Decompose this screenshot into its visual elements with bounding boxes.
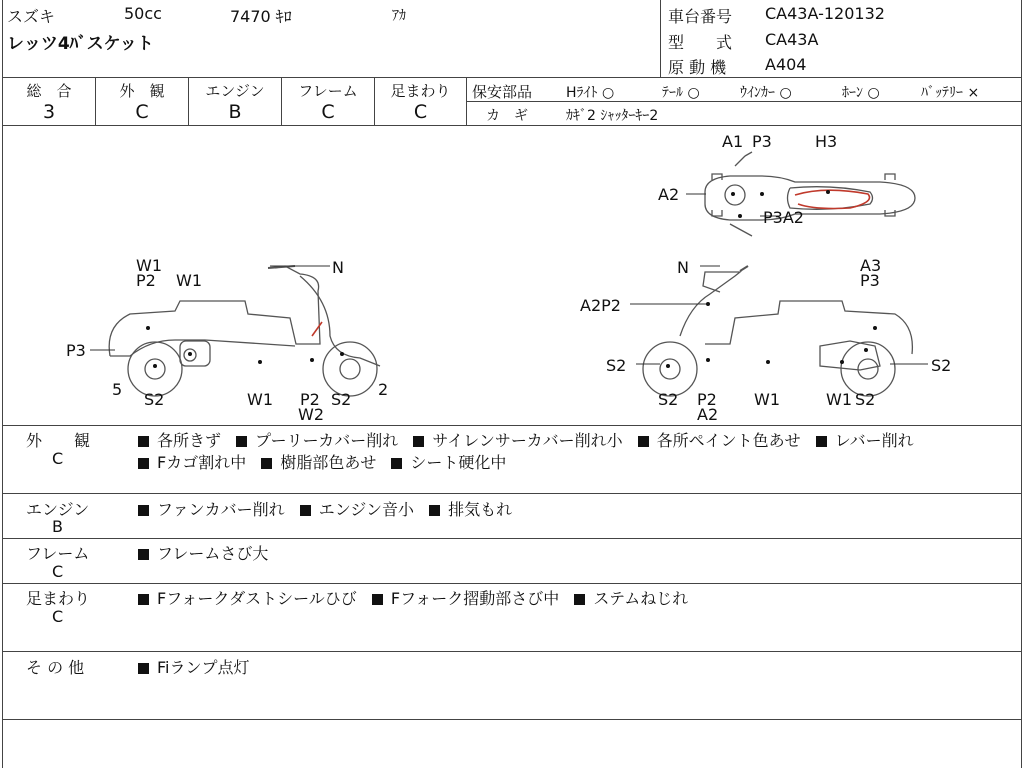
label-right-s2: S2 xyxy=(606,356,627,375)
label-right-n: N xyxy=(677,258,689,277)
bullet-icon xyxy=(816,436,827,447)
displacement: 50cc xyxy=(124,4,162,23)
frame-no-label: 車台番号 xyxy=(668,7,733,26)
label-left-p3: P3 xyxy=(66,341,86,360)
maker: スズキ xyxy=(7,7,56,26)
model-name: レッツ4ﾊﾞスケット xyxy=(7,34,154,54)
note-item: 排気もれ xyxy=(448,500,513,519)
divider-exterior xyxy=(2,493,1022,494)
divider-diagram xyxy=(2,425,1022,426)
section-suspension-label: 足まわり xyxy=(26,589,91,608)
bullet-icon xyxy=(638,436,649,447)
bullet-icon xyxy=(413,436,424,447)
frame-no: CA43A-120132 xyxy=(765,4,885,23)
note-item: Fiランプ点灯 xyxy=(157,658,250,677)
label-left-5: 5 xyxy=(112,380,123,399)
grade-exterior: C xyxy=(135,101,149,123)
engine-label: 原 動 機 xyxy=(668,58,727,77)
label-left-s2: S2 xyxy=(144,390,165,409)
note-item: 樹脂部色あせ xyxy=(280,453,377,472)
section-frame-grade: C xyxy=(52,562,64,581)
section-frame-label: フレーム xyxy=(26,544,90,563)
divider-engine xyxy=(2,538,1022,539)
type-value: CA43A xyxy=(765,30,819,49)
safety-horn: ﾎｰﾝ ○ xyxy=(842,85,880,101)
key-label: カ ギ xyxy=(486,108,528,124)
label-right-a2: A2 xyxy=(697,405,719,424)
grade-total-label: 総 合 xyxy=(26,82,72,100)
note-item: Fフォークダストシールひび xyxy=(157,589,357,608)
exterior-notes-line1 xyxy=(138,428,924,451)
damage-mark-top xyxy=(795,190,870,208)
label-left-n: N xyxy=(332,258,344,277)
label-left-w1b: W1 xyxy=(176,271,202,290)
label-right-a3: A3 xyxy=(860,256,882,275)
safety-winker: ｳｲﾝｶｰ ○ xyxy=(740,85,792,101)
exterior-notes-line2 xyxy=(138,450,516,473)
note-item: 各所ペイント色あせ xyxy=(656,431,801,450)
section-other-label: そ の 他 xyxy=(26,658,85,677)
bullet-icon xyxy=(138,663,149,674)
other-notes xyxy=(138,655,260,678)
type-label: 型 式 xyxy=(668,33,733,52)
label-left-w1c: W1 xyxy=(247,390,273,409)
grade-engine-label: エンジン xyxy=(205,82,265,100)
label-top-a1: A1 xyxy=(722,132,744,151)
bullet-icon xyxy=(372,594,383,605)
grade-frame: C xyxy=(321,101,335,123)
section-exterior-grade: C xyxy=(52,449,64,468)
divider-suspension xyxy=(2,651,1022,652)
suspension-notes xyxy=(138,586,698,609)
header-col xyxy=(660,0,661,77)
mileage: 7470 ｷﾛ xyxy=(230,7,292,26)
label-top-a2: A2 xyxy=(658,185,680,204)
note-item: Fカゴ割れ中 xyxy=(157,453,247,472)
engine-value: A404 xyxy=(765,55,807,74)
label-top-h3: H3 xyxy=(815,132,838,151)
safety-battery: ﾊﾞｯﾃﾘｰ × xyxy=(921,85,980,101)
section-engine-label: エンジン xyxy=(26,500,90,519)
section-suspension-grade: C xyxy=(52,607,64,626)
label-right-p3: P3 xyxy=(860,271,880,290)
label-left-p2b: P2 xyxy=(300,390,320,409)
note-item: レバー削れ xyxy=(834,431,914,450)
scooter-top-view xyxy=(705,152,915,236)
label-top-p3a2: P3A2 xyxy=(763,208,804,227)
note-item: Fフォーク摺動部さび中 xyxy=(390,589,560,608)
label-right-w1: W1 xyxy=(754,390,780,409)
safety-taillight: ﾃｰﾙ ○ xyxy=(662,85,700,101)
engine-notes xyxy=(138,497,522,520)
label-left-p2: P2 xyxy=(136,271,156,290)
grade-suspension-label: 足まわり xyxy=(390,82,451,100)
grade-total: 3 xyxy=(42,101,56,123)
frame-notes xyxy=(138,541,278,564)
label-right-w1b: W1 xyxy=(826,390,852,409)
key-value: ｶｷﾞ2 ｼｬｯﾀｰｷｰ2 xyxy=(566,108,659,124)
label-right-a2p2: A2P2 xyxy=(580,296,621,315)
body-color: ｱｶ xyxy=(392,8,406,24)
divider-frame xyxy=(2,583,1022,584)
grade-exterior-label: 外 観 xyxy=(119,82,165,100)
section-exterior-label: 外 観 xyxy=(26,431,91,450)
note-item: サイレンサーカバー削れ小 xyxy=(432,431,623,450)
divider-header xyxy=(2,77,1022,78)
label-top-p3: P3 xyxy=(752,132,772,151)
bullet-icon xyxy=(236,436,247,447)
grade-suspension: C xyxy=(413,101,428,123)
bullet-icon xyxy=(138,505,149,516)
label-left-w1: W1 xyxy=(136,256,162,275)
bullet-icon xyxy=(261,458,272,469)
safety-headlight: Hﾗｲﾄ ○ xyxy=(566,85,615,101)
grade-col-5 xyxy=(466,77,467,125)
note-item: フレームさび大 xyxy=(157,544,269,563)
grade-frame-label: フレーム xyxy=(298,82,358,100)
bullet-icon xyxy=(300,505,311,516)
safety-label: 保安部品 xyxy=(472,83,533,101)
label-right-s2d: S2 xyxy=(931,356,952,375)
label-left-2: 2 xyxy=(378,380,389,399)
section-engine-grade: B xyxy=(52,517,63,536)
divider-other xyxy=(2,719,1022,720)
bullet-icon xyxy=(138,549,149,560)
label-right-s2c: S2 xyxy=(855,390,876,409)
bullet-icon xyxy=(391,458,402,469)
note-item: 各所きず xyxy=(157,431,222,450)
label-right-p2: P2 xyxy=(697,390,717,409)
label-left-s2b: S2 xyxy=(331,390,352,409)
grade-engine: B xyxy=(228,101,242,123)
bullet-icon xyxy=(138,594,149,605)
note-item: シート硬化中 xyxy=(410,453,507,472)
note-item: ファンカバー削れ xyxy=(157,500,285,519)
bullet-icon xyxy=(138,458,149,469)
note-item: ステムねじれ xyxy=(593,589,689,608)
note-item: エンジン音小 xyxy=(318,500,414,519)
label-left-w2: W2 xyxy=(298,405,324,424)
bullet-icon xyxy=(429,505,440,516)
bullet-icon xyxy=(138,436,149,447)
label-right-s2b: S2 xyxy=(658,390,679,409)
note-item: プーリーカバー削れ xyxy=(255,431,399,450)
bullet-icon xyxy=(574,594,585,605)
